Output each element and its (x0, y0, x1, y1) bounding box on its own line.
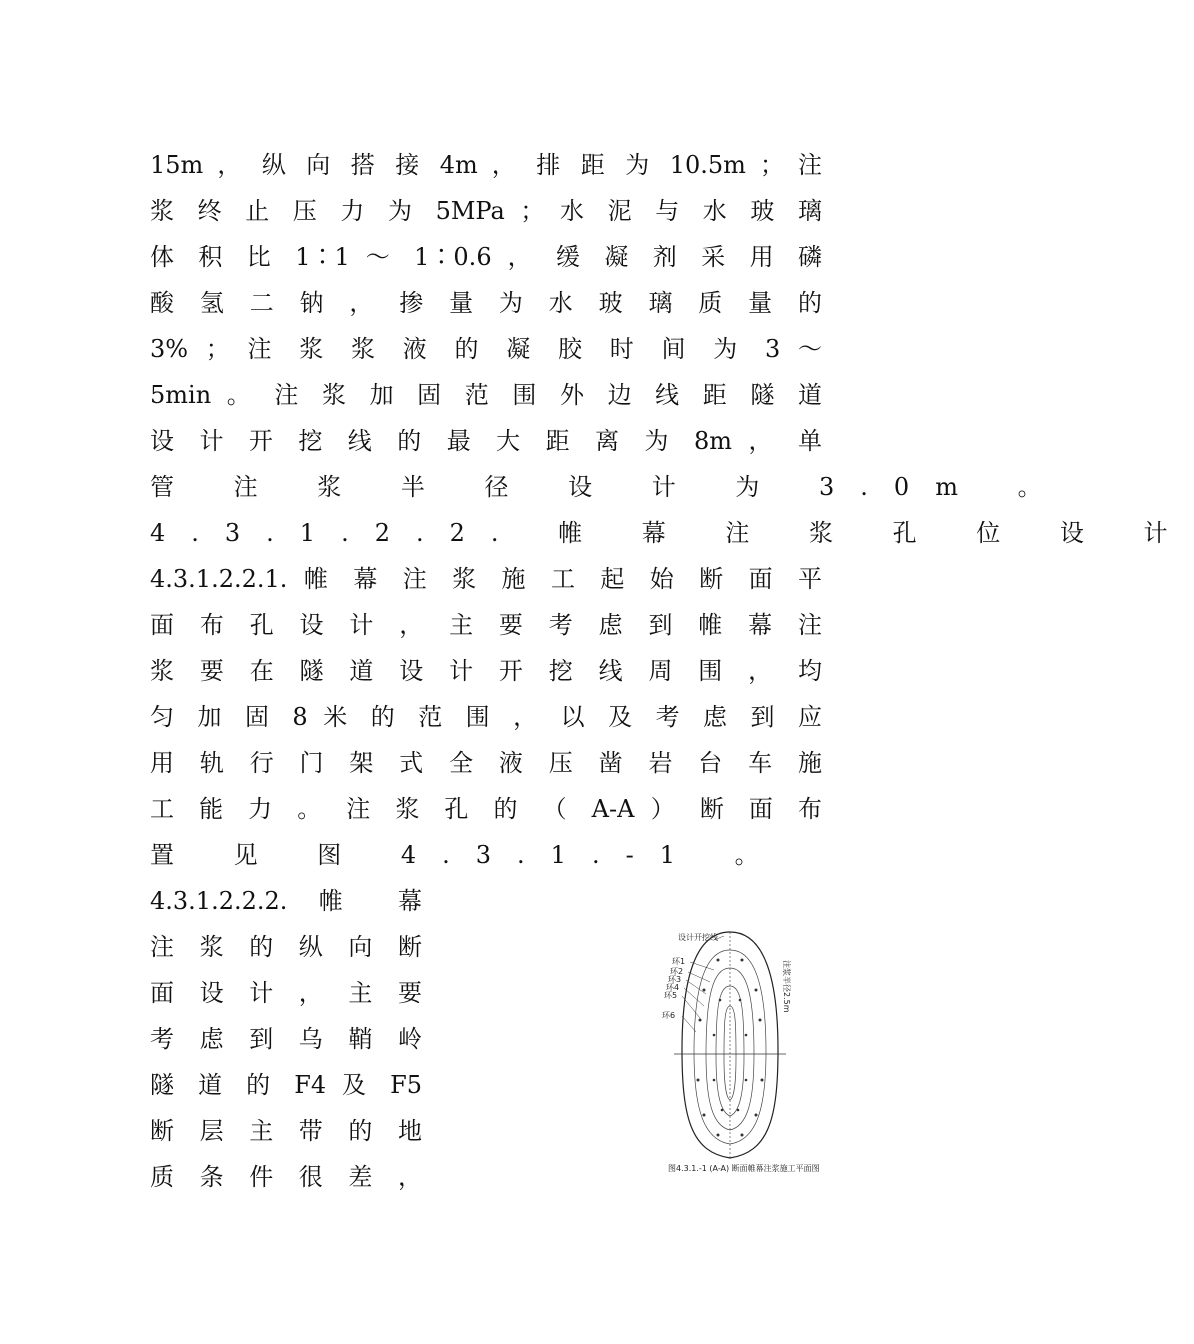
text-line: 浆 要 在 隧 道 设 计 开 挖 线 周 围 ， 均 (150, 657, 822, 685)
text-line: 4.3.1.2.2.2. 帷 幕 (150, 887, 422, 915)
tunnel-section-diagram (660, 920, 820, 1190)
text-line: 用 轨 行 门 架 式 全 液 压 凿 岩 台 车 施 (150, 749, 822, 777)
text-line: 4.3.1.2.2.1. 帷 幕 注 浆 施 工 起 始 断 面 平 (150, 565, 822, 593)
text-line: 匀 加 固 8 米 的 范 围 ， 以 及 考 虑 到 应 (150, 703, 822, 731)
text-line: 3% ； 注 浆 浆 液 的 凝 胶 时 间 为 3 ～ (150, 335, 822, 363)
text-line: 15m ， 纵 向 搭 接 4m ， 排 距 为 10.5m ； 注 (150, 151, 822, 179)
label-ring: 环6 (662, 1011, 676, 1020)
text-line: 工 能 力 。 注 浆 孔 的 （ A-A ） 断 面 布 (150, 795, 822, 823)
text-line: 考 虑 到 乌 鞘 岭 (150, 1025, 422, 1053)
label-ring: 环2 (670, 967, 684, 976)
text-line: 断 层 主 带 的 地 (150, 1117, 422, 1145)
label-design-contour: 设计开挖线 (678, 933, 718, 942)
section-heading: 4.3.1.2.2. 帷 幕 注 浆 孔 位 设 计 (150, 519, 1194, 547)
text-line: 设 计 开 挖 线 的 最 大 距 离 为 8m ， 单 (150, 427, 822, 455)
label-ring: 环4 (666, 983, 680, 992)
label-ring: 环1 (672, 957, 686, 966)
grouting-hole-layout-figure (660, 920, 820, 1190)
text-line: 面 设 计 ， 主 要 (150, 979, 422, 1007)
label-ring: 环5 (664, 991, 678, 1000)
text-line: 体 积 比 1∶1 ～ 1∶0.6 ， 缓 凝 剂 采 用 磷 (150, 243, 822, 271)
label-grout-radius: 注浆半径2.5m (782, 960, 791, 1013)
text-line: 5min 。 注 浆 加 固 范 围 外 边 线 距 隧 道 (150, 381, 822, 409)
text-line: 面 布 孔 设 计 ， 主 要 考 虑 到 帷 幕 注 (150, 611, 822, 639)
text-line: 隧 道 的 F4 及 F5 (150, 1071, 422, 1099)
text-line: 置 见 图 4.3.1.-1 。 (150, 841, 785, 869)
label-leaders (682, 936, 724, 1032)
figure-caption: 图4.3.1.-1 (A-A) 断面帷幕注浆施工平面图 (668, 1164, 820, 1173)
text-line: 浆 终 止 压 力 为 5MPa ； 水 泥 与 水 玻 璃 (150, 197, 822, 225)
text-line: 酸 氢 二 钠 ， 掺 量 为 水 玻 璃 质 量 的 (150, 289, 822, 317)
text-line: 质 条 件 很 差 ， (150, 1163, 422, 1191)
text-line: 管 注 浆 半 径 设 计 为 3.0m 。 (150, 473, 1068, 501)
label-ring: 环3 (668, 975, 682, 984)
text-line: 注 浆 的 纵 向 断 (150, 933, 422, 961)
